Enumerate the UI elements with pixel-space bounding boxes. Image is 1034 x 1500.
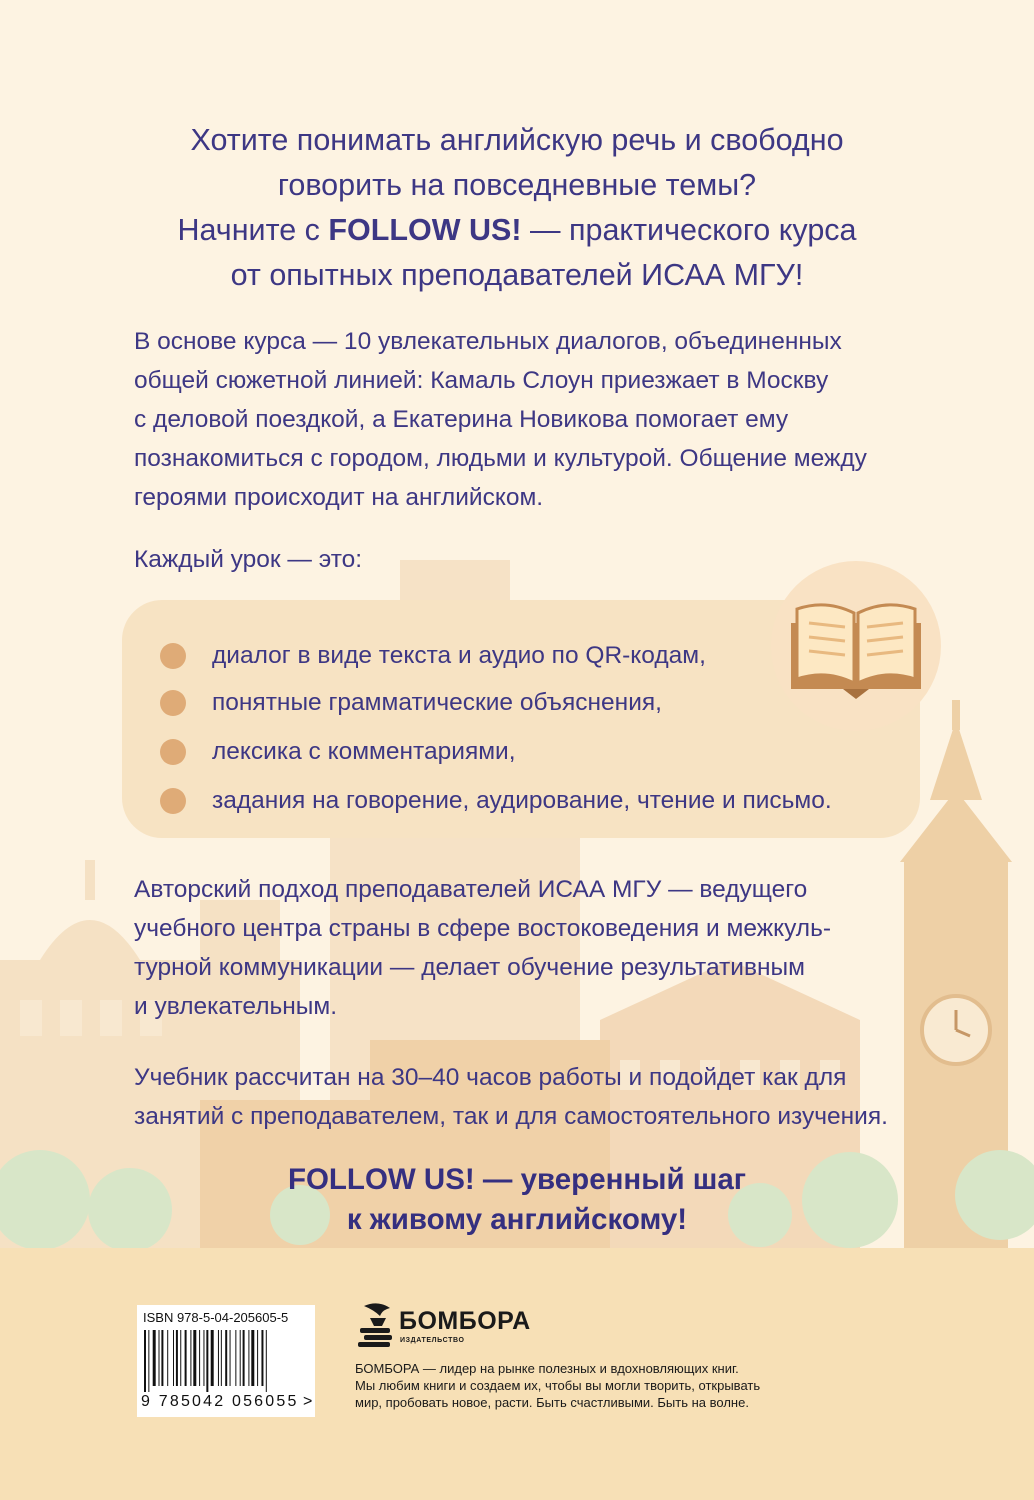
list-item-text: лексика с комментариями, [212,738,516,765]
list-item-text: задания на говорение, аудирование, чтение и письмо. [212,787,832,814]
publisher-logo-subtitle: ИЗДАТЕЛЬСТВО [400,1337,465,1344]
brand-name: FOLLOW US! [328,213,522,247]
list-item [160,786,832,816]
barcode-bar [248,1330,249,1386]
barcode-bar [257,1330,258,1386]
barcode-bar [144,1330,146,1392]
publisher-line: Мы любим книги и создаем их, чтобы вы могли творить, открывать [355,1378,761,1393]
headline-line: Хотите понимать английскую речь и свободно [190,123,844,157]
barcode-icon [140,1330,312,1392]
barcode-bar [153,1330,156,1386]
paragraph-line: В основе курса — 10 увлекательных диалогов, объединенных [134,328,842,355]
barcode-bar [159,1330,160,1386]
barcode-bar [185,1330,187,1386]
bullet-icon [160,643,186,669]
headline-text: Начните с [177,213,329,247]
barcode-bar [266,1330,267,1392]
paragraph-line: турной коммуникации — делает обучение результативным [134,954,805,981]
barcode-bar [243,1330,245,1386]
barcode-bar [180,1330,181,1386]
bullet-icon [160,788,186,814]
slogan [150,1160,884,1240]
barcode-bar [211,1330,214,1386]
intro-paragraph [134,322,934,517]
barcode-arrow: > [303,1393,313,1410]
barcode-bar [176,1330,178,1386]
open-book-icon [771,561,941,731]
paragraph-line: и увлекательным. [134,993,338,1020]
barcode-bar [161,1330,163,1386]
headline-line [60,208,974,253]
barcode-bar [148,1330,149,1392]
headline-line: от опытных преподавателей ИСАА МГУ! [230,258,804,292]
slogan-line: к живому английскому! [346,1203,688,1236]
list-item-text: понятные грамматические объяснения, [212,689,662,716]
barcode-bar [167,1330,168,1386]
list-item [160,641,706,671]
paragraph-line: героями происходит на английском. [134,484,544,511]
barcode-bar [251,1330,254,1386]
slogan-line: FOLLOW US! — уверенный шаг [287,1163,747,1196]
bombora-logo-icon [356,1300,396,1348]
paragraph-line: общей сюжетной линией: Камаль Слоун приезжает в Москву [134,367,829,394]
isbn-label: ISBN 978-5-04-205605-5 [143,1310,289,1325]
barcode-bar [203,1330,204,1386]
barcode-bar [193,1330,196,1386]
hours-paragraph [134,1058,934,1136]
paragraph-line: познакомиться с городом, людьми и культурой. Общение между [134,445,867,472]
barcode-bar [225,1330,227,1386]
publisher-description [355,1360,795,1411]
book-badge [771,561,941,731]
bullet-icon [160,739,186,765]
headline [60,118,974,298]
barcode-bar [221,1330,222,1386]
approach-paragraph [134,870,934,1026]
barcode-bar [206,1330,208,1392]
list-item-text: диалог в виде текста и аудио по QR-кодам, [212,642,706,669]
bullet-icon [160,690,186,716]
barcode-bar [173,1330,174,1386]
paragraph-line: Каждый урок — это: [134,546,363,573]
barcode-bar [199,1330,200,1386]
barcode-bar [218,1330,219,1386]
paragraph-line: учебного центра страны в сфере востоковедения и межкуль- [134,915,832,942]
paragraph-line: Авторский подход преподавателей ИСАА МГУ — ведущего [134,876,808,903]
barcode-bar [240,1330,241,1386]
publisher-line: мир, пробовать новое, расти. Быть счастливыми. Быть на волне. [355,1395,749,1410]
barcode-digits: 9 785042 056055 [141,1393,299,1410]
list-item [160,737,516,767]
paragraph-line: Учебник рассчитан на 30–40 часов работы и подойдет как для [134,1064,847,1091]
publisher-line: БОМБОРА — лидер на рынке полезных и вдохновляющих книг. [355,1361,739,1376]
list-item [160,688,662,718]
headline-text: — практического курса [521,213,857,247]
paragraph-line: с деловой поездкой, а Екатерина Новикова помогает ему [134,406,789,433]
barcode-bar [230,1330,231,1386]
barcode-bar [261,1330,263,1386]
barcode-bar [190,1330,191,1386]
headline-line: говорить на повседневные темы? [277,168,757,202]
barcode-bar [235,1330,236,1386]
publisher-logo-text: БОМБОРА [399,1307,531,1335]
paragraph-line: занятий с преподавателем, так и для самостоятельного изучения. [134,1103,888,1130]
